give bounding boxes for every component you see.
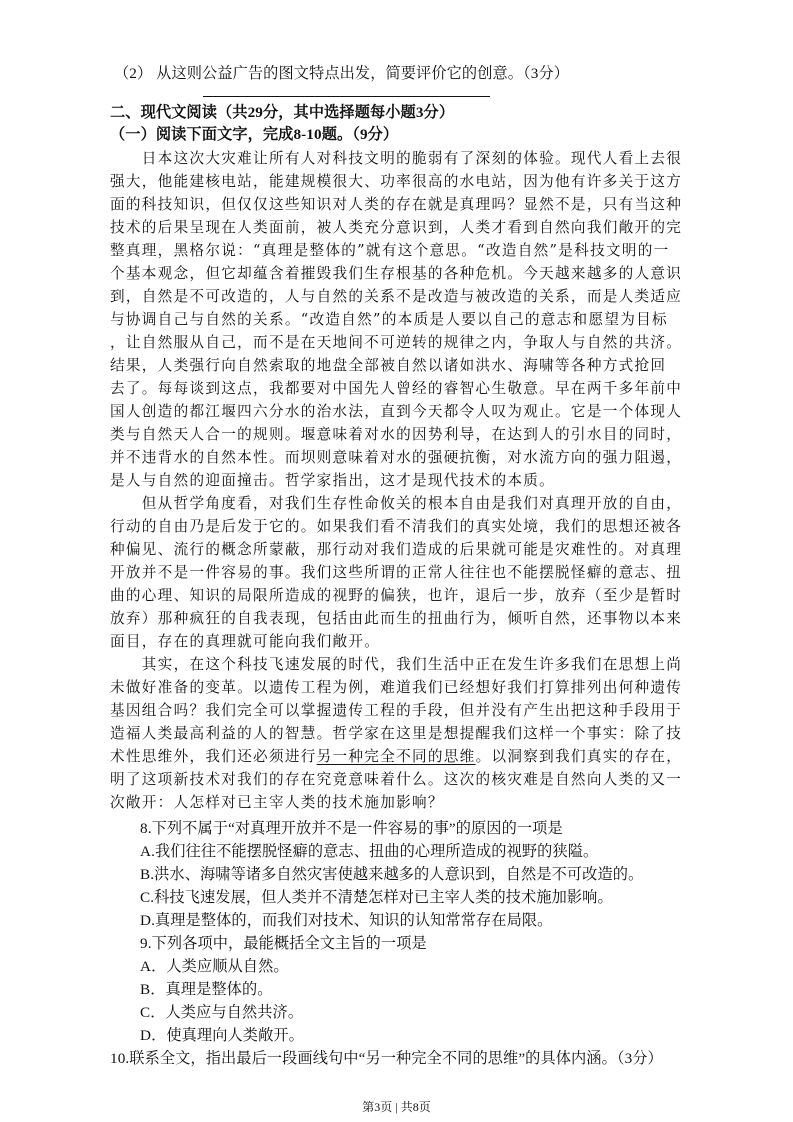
passage-line: 个基本观念，但它却蕴含着摧毁我们生存根基的各种危机。今天越来越多的人意识 xyxy=(110,265,683,282)
passage-line: 但从哲学角度看，对我们生存性命攸关的根本自由是我们对真理开放的自由， xyxy=(110,495,683,512)
question-9-option-b: B．真理是整体的。 xyxy=(140,981,273,998)
passage-line: 整真理，黑格尔说：“真理是整体的”就有这个意思。“改造自然”是科技文明的一 xyxy=(110,242,670,259)
section-title: 二、现代文阅读（共29分，其中选择题每小题3分） xyxy=(110,104,455,121)
question-8-option-b: B.洪水、海啸等诸多自然灾害使越来越多的人意识到，自然是不可改造的。 xyxy=(140,866,644,883)
passage-line: ，让自然服从自己，而不是在天地间不可逆转的规律之内，争取人与自然的共济。 xyxy=(110,334,683,351)
passage-line: 类与自然天人合一的规则。堰意味着对水的因势利导，在达到人的引水目的同时， xyxy=(110,426,683,443)
passage-line-with-underline xyxy=(110,747,682,767)
passage-line: 造福人类最高利益的人的智慧。哲学家在这里是想提醒我们这样一个事实：除了技 xyxy=(110,725,683,742)
underlined-phrase: 另一种完全不同的思维 xyxy=(316,748,476,765)
passage-line: 去了。每每谈到这点，我都要对中国先人曾经的睿智心生敬意。早在两千多年前中 xyxy=(110,380,683,397)
question-9-option-d: D．使真理向人类敞开。 xyxy=(140,1027,304,1044)
passage-line: 面的科技知识，但仅仅这些知识对人类的存在就是真理吗？显然不是，只有当这种 xyxy=(110,196,683,213)
passage-line: 日本这次大灾难让所有人对科技文明的脆弱有了深刻的体验。现代人看上去很 xyxy=(110,150,683,167)
passage-line: 曲的心理、知识的局限所造成的视野的偏狭，也许，退后一步，放弃（至少是暂时 xyxy=(110,587,683,604)
passage-line: 强大，他能建核电站，能建规模很大、功率很高的水电站，因为他有许多关于这方 xyxy=(110,173,683,190)
question-9-option-a: A．人类应顺从自然。 xyxy=(140,958,289,975)
passage-line: 并不违背水的自然本性。而坝则意味着对水的强硬抗衡，对水流方向的强力阻遏， xyxy=(110,449,683,466)
passage-line: 其实，在这个科技飞速发展的时代，我们生活中正在发生许多我们在思想上尚 xyxy=(110,656,683,673)
passage-line: 是人与自然的迎面撞击。哲学家指出，这才是现代技术的本质。 xyxy=(110,472,556,489)
passage-line: 国人创造的都江堰四六分水的治水法，直到今天都令人叹为观止。它是一个体现人 xyxy=(110,403,683,420)
passage-line: 与协调自己与自然的关系。“改造自然”的本质是人要以自己的意志和愿望为目标 xyxy=(110,311,668,328)
passage-line: 技术的后果呈现在人类面前，被人类充分意识到，人类才看到自然向我们敞开的完 xyxy=(110,219,683,236)
question-8-option-a: A.我们往往不能摆脱怪癖的意志、扭曲的心理所造成的视野的狭隘。 xyxy=(140,843,599,860)
passage-text: 术性思维外，我们还必须进行 xyxy=(110,748,317,765)
passage-line: 行动的自由乃是后发于它的。如果我们看不清我们的真实处境，我们的思想还被各 xyxy=(110,518,683,535)
passage-line: 种偏见、流行的概念所蒙蔽，那行动对我们造成的后果就可能是灾难性的。对真理 xyxy=(110,541,683,558)
passage-text: 。以洞察到我们真实的存在， xyxy=(475,748,683,765)
passage-line: 未做好准备的变革。以遗传工程为例，难道我们已经想好我们打算排列出何种遗传 xyxy=(110,679,683,696)
question-8-option-c: C.科技飞速发展，但人类并不清楚怎样对已主宰人类的技术施加影响。 xyxy=(140,889,613,906)
passage-line: 次敞开：人怎样对已主宰人类的技术施加影响？ xyxy=(110,794,444,811)
page-footer: 第3页 | 共8页 xyxy=(362,1100,431,1114)
question-9-option-c: C．人类应与自然共济。 xyxy=(140,1004,304,1021)
question-10-stem: 10.联系全文，指出最后一段画线句中“另一种完全不同的思维”的具体内涵。（3分） xyxy=(110,1050,663,1067)
passage-line: 到，自然是不可改造的，人与自然的关系不是改造与被改造的关系，而是人类适应 xyxy=(110,288,683,305)
passage-line: 基因组合吗？我们完全可以掌握遗传工程的手段，但并没有产生出把这种手段用于 xyxy=(110,702,683,719)
answer-line xyxy=(203,96,490,97)
question-9-stem: 9.下列各项中，最能概括全文主旨的一项是 xyxy=(140,935,427,952)
passage-line: 放弃）那种疯狂的自我表现，包括由此而生的扭曲行为，倾听自然，还事物以本来 xyxy=(110,610,683,627)
passage-line: 明了这项新技术对我们的存在究竟意味着什么。这次的核灾难是自然向人类的又一 xyxy=(110,771,683,788)
subsection-title: （一）阅读下面文字，完成8-10题。（9分） xyxy=(110,126,399,143)
question-8-stem: 8.下列不属于“对真理开放并不是一件容易的事”的原因的一项是 xyxy=(140,820,563,837)
passage-line: 面目，存在的真理就可能向我们敞开。 xyxy=(110,633,381,650)
passage-line: 开放并不是一件容易的事。我们这些所谓的正常人往往也不能摆脱怪癖的意志、扭 xyxy=(110,564,683,581)
question-7-part-2: （2） 从这则公益广告的图文特点出发，简要评价它的创意。（3分） xyxy=(114,65,570,82)
passage-line: 结果，人类强行向自然索取的地盘全部被自然以诸如洪水、海啸等各种方式抢回 xyxy=(110,357,667,374)
question-8-option-d: D.真理是整体的，而我们对技术、知识的认知常常存在局限。 xyxy=(140,912,553,929)
